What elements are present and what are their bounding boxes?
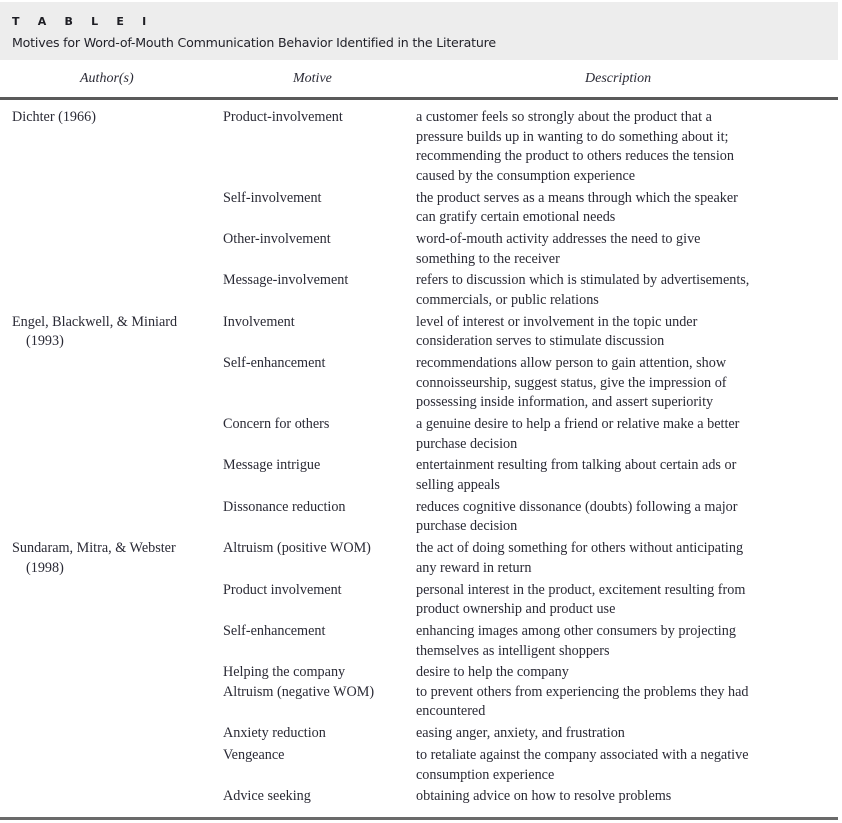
motive-cell: Product-involvement: [223, 109, 343, 125]
motive-cell: Product involvement: [223, 581, 342, 598]
author-cell: [0, 581, 211, 620]
author-cell: [0, 498, 211, 537]
table-label: T A B L E I: [12, 15, 154, 28]
table-row: [0, 683, 838, 722]
motive-cell: Self-enhancement: [223, 622, 326, 639]
author-cell: [0, 724, 211, 744]
table-row: [0, 456, 838, 495]
motive-cell: Involvement: [223, 313, 295, 330]
table-caption: [0, 2, 838, 60]
author-cell: [0, 108, 211, 186]
description-line: purchase decision: [416, 518, 518, 535]
table-row: [0, 746, 838, 785]
author-cell: [0, 230, 211, 269]
table-row: [0, 622, 838, 661]
description-line: recommendations allow person to gain attention, show: [416, 355, 727, 372]
table-row: [0, 354, 838, 413]
author-name: Sundaram, Mitra, & Webster: [12, 540, 176, 557]
author-cell: [0, 456, 211, 495]
description-cell: [404, 724, 826, 744]
description-cell: [404, 189, 826, 228]
description-cell: [404, 746, 826, 785]
description-line: obtaining advice on how to resolve problems: [416, 788, 672, 805]
description-line: easing anger, anxiety, and frustration: [416, 725, 625, 742]
column-header-author: Author(s): [80, 71, 134, 86]
description-cell: [404, 683, 826, 722]
description-cell: [404, 498, 826, 537]
description-cell: [404, 581, 826, 620]
author-name: Dichter (1966): [12, 109, 96, 125]
motive-cell: Concern for others: [223, 416, 330, 433]
description-line: recommending the product to others reduces the tension: [416, 148, 734, 165]
table-row: [0, 271, 838, 310]
author-cell: [0, 271, 211, 310]
author-cell: [0, 313, 211, 352]
motive-cell: Altruism (negative WOM): [223, 683, 375, 700]
description-line: refers to discussion which is stimulated by advertisements,: [416, 272, 750, 289]
author-year: (1998): [26, 559, 64, 576]
author-cell: [0, 787, 211, 807]
description-cell: [404, 787, 826, 807]
description-line: any reward in return: [416, 559, 532, 576]
table-body: [0, 108, 838, 807]
description-line: enhancing images among other consumers by projecting: [416, 622, 736, 639]
header-rule: [0, 97, 838, 100]
motive-cell: Altruism (positive WOM): [223, 540, 371, 557]
motive-cell: Anxiety reduction: [223, 725, 326, 742]
description-cell: [404, 415, 826, 454]
description-line: level of interest or involvement in the topic under: [416, 313, 698, 330]
description-line: desire to help the company: [416, 664, 569, 681]
description-cell: [404, 230, 826, 269]
table-row: [0, 787, 838, 807]
motive-cell: Helping the company: [223, 664, 346, 681]
description-line: personal interest in the product, excitement resulting from: [416, 581, 746, 598]
description-line: something to the receiver: [416, 250, 560, 267]
table-row: [0, 663, 838, 683]
description-line: connoisseurship, suggest status, give the impression of: [416, 374, 727, 391]
description-line: can gratify certain emotional needs: [416, 209, 616, 226]
column-header-description: Description: [585, 71, 652, 86]
author-cell: [0, 539, 211, 578]
description-line: selling appeals: [416, 477, 500, 493]
description-line: reduces cognitive dissonance (doubts) following a major: [416, 498, 738, 515]
description-line: possessing inside information, and assert superiority: [416, 394, 714, 411]
author-cell: [0, 415, 211, 454]
description-line: to retaliate against the company associated with a negative: [416, 747, 749, 764]
table-row: [0, 539, 838, 578]
description-line: encountered: [416, 703, 486, 720]
description-line: consideration serves to stimulate discussion: [416, 333, 665, 350]
description-line: caused by the consumption experience: [416, 167, 636, 184]
description-cell: [404, 271, 826, 310]
table-row: [0, 230, 838, 269]
bottom-rule: [0, 817, 838, 820]
table-row: [0, 498, 838, 537]
motive-cell: Message-involvement: [223, 272, 349, 289]
table-row: [0, 189, 838, 228]
description-line: the product serves as a means through which the speaker: [416, 189, 738, 206]
author-cell: [0, 189, 211, 228]
motive-cell: Self-involvement: [223, 189, 322, 206]
author-cell: [0, 663, 211, 683]
motive-cell: Other-involvement: [223, 230, 331, 247]
description-line: a customer feels so strongly about the product that a: [416, 109, 712, 125]
description-cell: [404, 539, 826, 578]
description-line: entertainment resulting from talking about certain ads or: [416, 457, 737, 474]
author-name: Engel, Blackwell, & Miniard: [12, 313, 178, 330]
motive-cell: Message intrigue: [223, 457, 321, 474]
description-line: a genuine desire to help a friend or relative make a better: [416, 416, 740, 433]
description-cell: [404, 108, 826, 186]
description-cell: [404, 354, 826, 413]
motive-cell: Self-enhancement: [223, 355, 326, 372]
motive-cell: Dissonance reduction: [223, 498, 346, 515]
table-row: [0, 724, 838, 744]
table-row: [0, 108, 838, 186]
description-line: the act of doing something for others without anticipating: [416, 540, 744, 557]
motive-cell: Advice seeking: [223, 788, 311, 805]
table-title: Motives for Word-of-Mouth Communication Behavior Identified in the Literature: [12, 35, 496, 50]
description-line: to prevent others from experiencing the problems they had: [416, 683, 749, 700]
description-cell: [404, 663, 826, 683]
description-line: themselves as intelligent shoppers: [416, 642, 610, 659]
description-line: word-of-mouth activity addresses the need to give: [416, 230, 701, 247]
column-header-motive: Motive: [293, 71, 332, 86]
author-cell: [0, 683, 211, 722]
author-cell: [0, 354, 211, 413]
description-line: commercials, or public relations: [416, 291, 599, 308]
description-cell: [404, 456, 826, 495]
description-line: purchase decision: [416, 435, 518, 452]
motive-cell: Vengeance: [223, 747, 285, 764]
table-row: [0, 415, 838, 454]
description-line: product ownership and product use: [416, 601, 616, 618]
author-cell: [0, 746, 211, 785]
table-row: [0, 581, 838, 620]
description-line: consumption experience: [416, 766, 555, 783]
table-row: [0, 313, 838, 352]
description-cell: [404, 622, 826, 661]
author-year: (1993): [26, 333, 64, 350]
description-line: pressure builds up in wanting to do something about it;: [416, 128, 729, 145]
author-cell: [0, 622, 211, 661]
description-cell: [404, 313, 826, 352]
